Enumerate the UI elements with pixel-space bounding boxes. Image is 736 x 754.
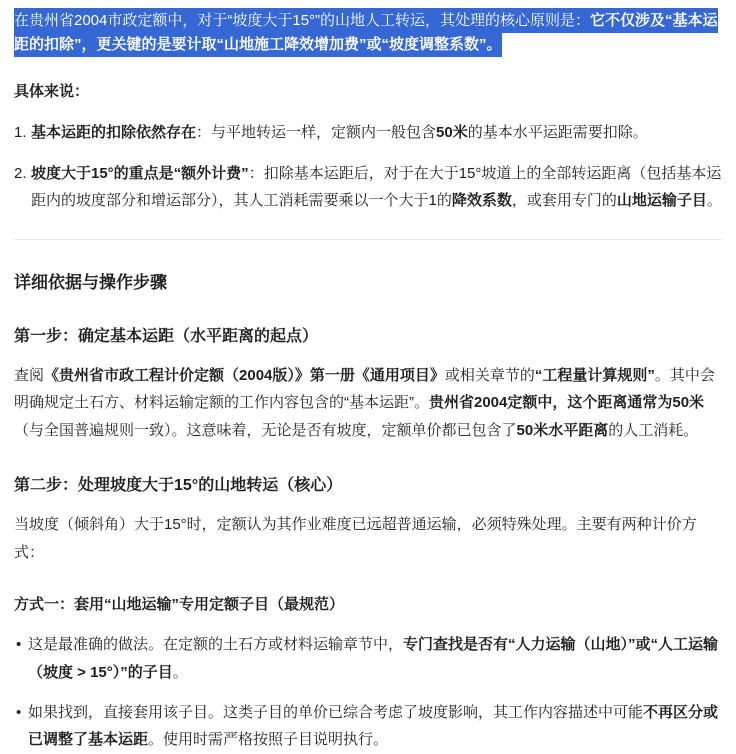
bullet-2-text: 如果找到，直接套用该子目。这类子目的单价已综合考虑了坡度影响，其工作内容描述中可能: [28, 704, 643, 721]
list-item-2-bold-2: 降效系数: [452, 192, 512, 209]
bullet-marker: •: [16, 699, 21, 727]
step1-bold-4: 50米水平距离: [517, 422, 609, 439]
step1-bold-3: 贵州省2004定额中，这个距离通常为50米: [429, 394, 704, 411]
bullet-marker: •: [16, 631, 21, 659]
bullet-item-2: [14, 699, 722, 754]
bullet-2-bold: 不再区分或已调整了基本运距: [28, 704, 718, 749]
bullet-1-text-2: 。: [173, 664, 188, 681]
step1-bold: 《贵州省市政工程计价定额（2004版）》第一册《通用项目》: [44, 367, 445, 384]
list-item-2-text-2: ，或套用专门的: [512, 192, 617, 209]
step2-paragraph: 当坡度（倾斜角）大于15°时，定额认为其作业难度已远超普通运输，必须特殊处理。主要有两种计价方式：: [14, 511, 722, 567]
step1-text-3: 。其中会明确规定土石方、材料运输定额的工作内容包含的“基本运距”。: [14, 367, 715, 412]
list-item-2-bold: 坡度大于15°的重点是“额外计费”: [31, 165, 249, 182]
step2-heading: 第二步：处理坡度大于15°的山地转运（核心）: [14, 474, 722, 498]
step1-heading: 第一步：确定基本运距（水平距离的起点）: [14, 325, 722, 349]
highlighted-lead-text: 在贵州省2004市政定额中，对于“坡度大于15°”的山地人工转运，其处理的核心原则是：: [14, 8, 590, 33]
step1-paragraph: [14, 362, 722, 445]
highlighted-emphasis-text: 它不仅涉及“基本运距的扣除”，更关键的是要计取“山地施工降效增加费”或“坡度调整系数”。: [14, 8, 718, 57]
step1-text-2: 或相关章节的: [445, 367, 535, 384]
intro-label: 具体来说：: [14, 78, 722, 106]
step1-text-5: 的人工消耗。: [608, 422, 698, 439]
numbered-list: [14, 119, 722, 215]
step1-text-4: （与全国普遍规则一致）。这意味着，无论是否有坡度，定额单价都已包含了: [14, 422, 517, 439]
bullet-item-1: [14, 631, 722, 687]
list-item-1-text: ：与平地转运一样，定额内一般包含: [196, 124, 436, 141]
step1-bold-2: “工程量计算规则”: [535, 367, 655, 384]
bullet-2-text-2: 。使用时需严格按照子目说明执行。: [148, 731, 388, 748]
list-item-2: [14, 160, 722, 216]
step1-text: 查阅: [14, 367, 44, 384]
list-item-1-text-2: 的基本水平运距需要扣除。: [468, 124, 648, 141]
list-item-2-bold-3: 山地运输子目: [617, 192, 707, 209]
bullet-1-text: 这是最准确的做法。在定额的土石方或材料运输章节中，: [28, 636, 403, 653]
list-item-2-text: ：扣除基本运距后，对于在大于15°坡道上的全部转运距离（包括基本运距内的坡度部分和增运部分），其人工消耗需要乘以一个大于1的: [31, 165, 721, 210]
list-item-2-text-3: 。: [707, 192, 722, 209]
list-item-1-number: 1.: [14, 119, 27, 147]
method1-heading: 方式一：套用“山地运输”专用定额子目（最规范）: [14, 591, 722, 619]
list-item-2-number: 2.: [14, 160, 27, 188]
bullet-list: [14, 631, 722, 754]
list-item-1-bold-2: 50米: [436, 124, 468, 141]
list-item-1-bold: 基本运距的扣除依然存在: [31, 124, 196, 141]
section-heading: 详细依据与操作步骤: [14, 270, 722, 296]
section-divider: [14, 239, 722, 240]
bullet-1-bold: 专门查找是否有“人力运输（山地）”或“人工运输（坡度 > 15°）”的子目: [28, 636, 718, 681]
highlighted-paragraph: [14, 9, 722, 57]
list-item-1: [14, 119, 722, 147]
